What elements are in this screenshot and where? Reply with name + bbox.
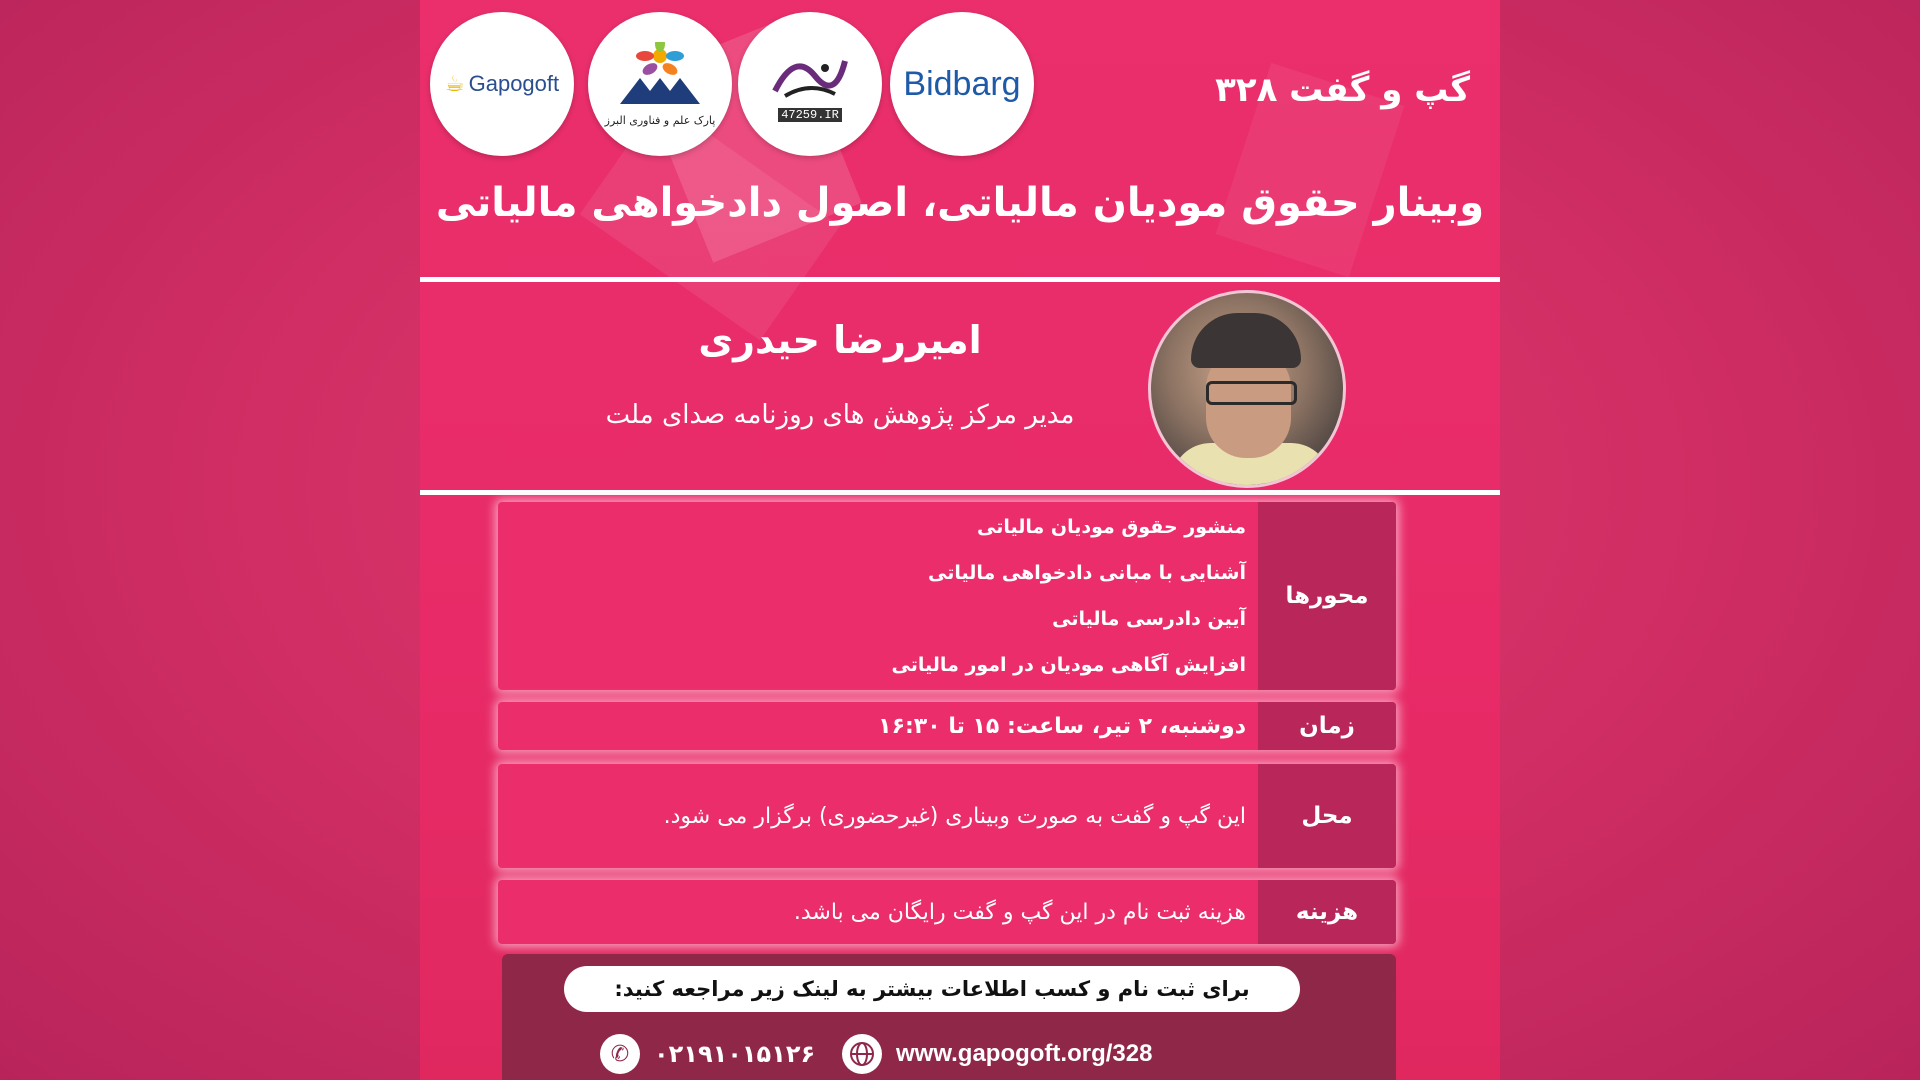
topics-content (512, 502, 1246, 690)
topics-row (498, 502, 1396, 690)
phone-contact[interactable] (600, 1034, 815, 1074)
gapogoft-logo (430, 12, 574, 156)
cup-icon: ☕ (444, 71, 465, 97)
globe-icon (842, 1034, 882, 1074)
topics-list (512, 504, 1246, 688)
series-title: گپ و گفت ۳۲۸ (1215, 70, 1470, 110)
website-url[interactable]: www.gapogoft.org/328 (896, 1040, 1153, 1067)
topic-item: آیین دادرسی مالیاتی (1052, 608, 1246, 630)
registration-cta: برای ثبت نام و کسب اطلاعات بیشتر به لینک زیر مراجعه کنید: (564, 966, 1300, 1012)
speaker-photo (1148, 290, 1346, 488)
place-label: محل (1258, 764, 1396, 868)
bidbarg-logo (890, 12, 1034, 156)
topics-label: محورها (1258, 502, 1396, 690)
footer (502, 954, 1396, 1080)
bidbarg-logo-text: Bidbarg (903, 64, 1021, 103)
phone-number[interactable]: ۰۲۱۹۱۰۱۵۱۲۶ (654, 1040, 816, 1068)
cost-label: هزینه (1258, 880, 1396, 944)
event-poster (420, 0, 1500, 1080)
time-label: زمان (1258, 702, 1396, 750)
place-row (498, 764, 1396, 868)
cost-row (498, 880, 1396, 944)
website-link[interactable] (842, 1034, 1152, 1074)
alborz-science-park-logo (588, 12, 732, 156)
divider (420, 277, 1500, 282)
divider (420, 490, 1500, 495)
topic-item: افزایش آگاهی مودیان در امور مالیاتی (891, 654, 1246, 676)
ejtemaei-logo (738, 12, 882, 156)
alborz-logo-caption: پارک علم و فناوری البرز (604, 113, 716, 127)
ejtemaei-logo-tag: 47259.IR (778, 108, 842, 122)
time-value: دوشنبه، ۲ تیر، ساعت: ۱۵ تا ۱۶:۳۰ (878, 713, 1246, 739)
speaker-role: مدیر مرکز پژوهش های روزنامه صدای ملت (605, 400, 1075, 430)
flower-mountain-icon (615, 42, 705, 112)
place-value: این گپ و گفت به صورت وبیناری (غیرحضوری) برگزار می شود. (663, 803, 1246, 829)
calligraphy-icon (765, 46, 855, 106)
gapogoft-logo-text: Gapogoft (468, 71, 560, 96)
topic-item: آشنایی با مبانی دادخواهی مالیاتی (928, 562, 1246, 584)
time-row (498, 702, 1396, 750)
speaker-name: امیررضا حیدری (698, 318, 982, 362)
webinar-title: وبینار حقوق مودیان مالیاتی، اصول دادخواهی مالیاتی (435, 180, 1485, 226)
cost-value: هزینه ثبت نام در این گپ و گفت رایگان می باشد. (793, 899, 1246, 925)
phone-icon: ✆ (600, 1034, 640, 1074)
topic-item: منشور حقوق مودیان مالیاتی (976, 516, 1246, 538)
